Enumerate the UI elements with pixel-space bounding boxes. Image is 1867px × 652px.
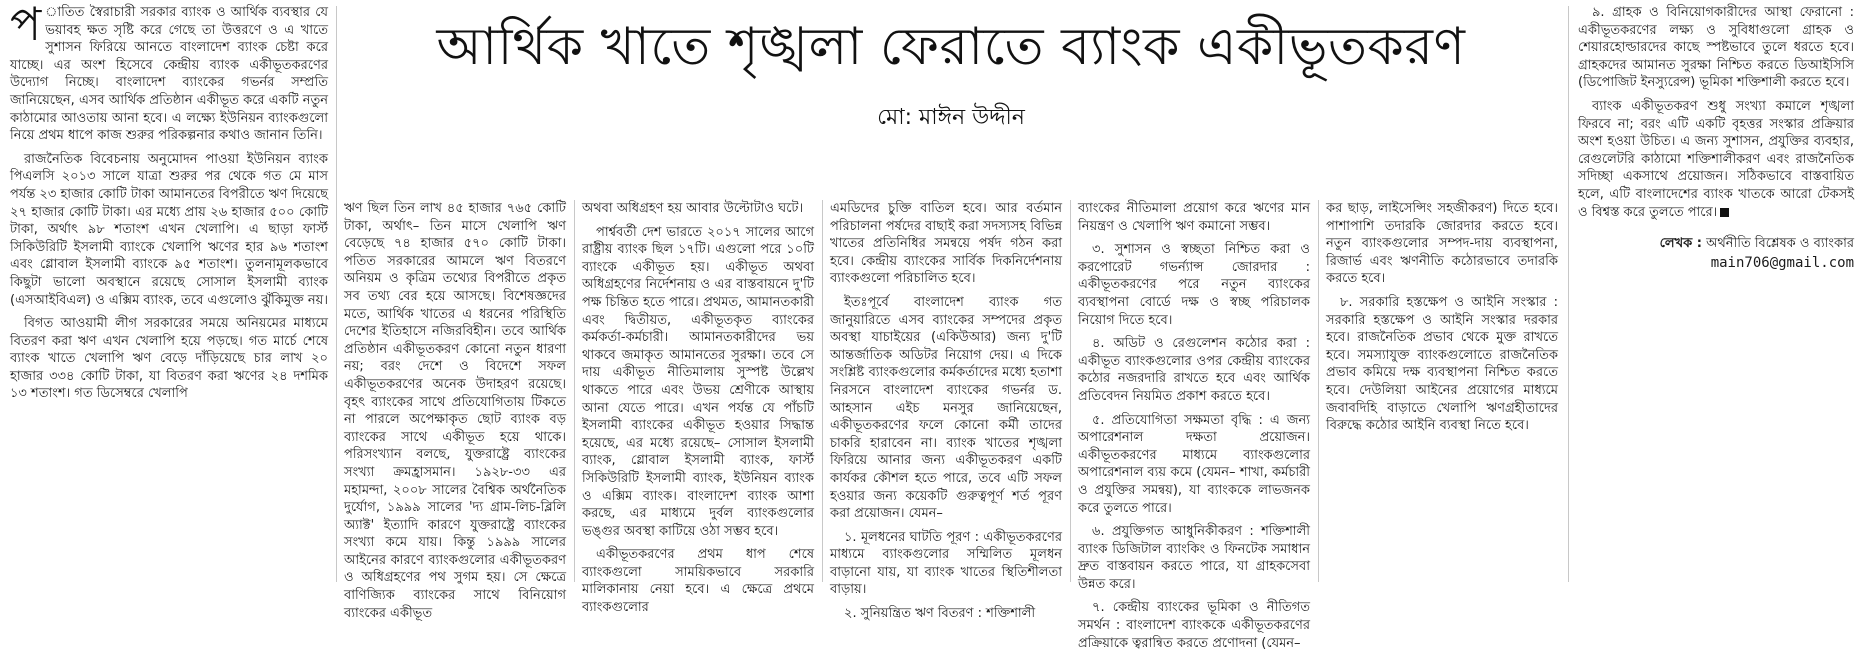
paragraph: ৪. অডিট ও রেগুলেশন কঠোর করা : একীভূত ব্যাংকগুলোর ওপর কেন্দ্রীয় ব্যাংকের কঠোর নজরদারি রাখতে হবে এবং আর্থিক প্রতিবেদন নিয়মিত প্রকাশ করতে হবে। [1078, 336, 1310, 404]
paragraph: ৯. গ্রাহক ও বিনিয়োগকারীদের আস্থা ফেরানো : একীভূতকরণের লক্ষ্য ও সুবিধাগুলো গ্রাহক ও শেয়ারহোল্ডারদের কাছে স্পষ্টভাবে তুলে ধরতে হবে। গ্রাহকদের আমানত সুরক্ষা নিশ্চিত করতে ডিআইসিসি (ডিপোজিট ইনস্যুরেন্স) ভূমিকা শক্তিশালী করতে হবে। [1578, 5, 1854, 91]
article-column-5 [1078, 200, 1310, 651]
paragraph: ৬. প্রযুক্তিগত আধুনিকীকরণ : শক্তিশালী ব্যাংক ডিজিটাল ব্যাংকিং ও ফিনটেক সমাধান দ্রুত বাস্তবায়ন করতে পারে, যা গ্রাহকসেবা উন্নত করে। [1078, 524, 1310, 592]
author-note [1578, 235, 1854, 253]
article-column-4 [830, 200, 1062, 622]
paragraph: এমডিদের চুক্তি বাতিল হবে। আর বর্তমান পরিচালনা পর্ষদের বাছাই করা সদস্যসহ বিভিন্ন খাতের প্রতিনিধির সমন্বয়ে পর্ষদ গঠন করা হবে। কেন্দ্রীয় ব্যাংকের সার্বিক দিকনির্দেশনায় ব্যাংকগুলো পরিচালিত হবে। [830, 201, 1062, 287]
article-column-1 [10, 0, 328, 584]
article-byline: মো: মাঈন উদ্দীন [877, 105, 1025, 130]
paragraph: কর ছাড়, লাইসেন্সিং সহজীকরণ) দিতে হবে। পাশাপাশি তদারকি জোরদার করতে হবে। নতুন ব্যাংকগুলোর সম্পদ-দায় ব্যবস্থাপনা, রিজার্ভ এবং ঋণনীতি কঠোরভাবে তদারকি করতে হবে। [1326, 201, 1558, 287]
drop-cap: প [10, 0, 42, 51]
paragraph: ১. মূলধনের ঘাটতি পূরণ : একীভূতকরণের মাধ্যমে ব্যাংকগুলোর সম্মিলিত মূলধন বাড়ানো যায়, যা ব্যাংক খাতের স্থিতিশীলতা বাড়ায়। [830, 529, 1062, 598]
paragraph: ২. সুনিয়ন্ত্রিত ঋণ বিতরণ : শক্তিশালী [844, 606, 1036, 622]
column-divider [1070, 200, 1071, 582]
paragraph: ৮. সরকারি হস্তক্ষেপ ও আইনি সংস্কার : সরকারি হস্তক্ষেপ ও আইনি সংস্কার দরকার হবে। রাজনৈতিক প্রভাব থেকে মুক্ত রাখতে হবে। সমস্যাযুক্ত ব্যাংকগুলোতে রাজনৈতিক প্রভাব কমিয়ে দক্ষ ব্যবস্থাপনা নিশ্চিত করতে হবে। দেউলিয়া আইনের প্রয়োগের মাধ্যমে জবাবদিহি বাড়াতে খেলাপি ঋণগ্রহীতাদের বিরুদ্ধে কঠোর আইনি ব্যবস্থা নিতে হবে। [1326, 294, 1558, 434]
article-column-2 [344, 200, 566, 621]
paragraph: পার্শ্ববর্তী দেশ ভারতে ২০১৭ সালের আগে রাষ্ট্রীয় ব্যাংক ছিল ১৭টি। এগুলো পরে ১০টি ব্যাংকে একীভূত হয়। একীভূত অথবা অধিগ্রহণের নির্দেশনায় ও এর বাস্তবায়নে দু'টি পক্ষ চিন্তিত হতে পারে। প্রথমত, আমানতকারী এবং দ্বিতীয়ত, একীভূতকৃত ব্যাংকের কর্মকর্তা-কর্মচারী। আমানতকারীদের ভয় থাকবে জমাকৃত আমানতের সুরক্ষা। তবে সে দায় একীভূত নীতিমালায় সুস্পষ্ট উল্লেখ থাকতে পারে এবং উভয় শ্রেণীকে আস্থায় আনা যেতে পারে। এখন পর্যন্ত যে পাঁচটি ইসলামী ব্যাংকের একীভূত হওয়ার সিদ্ধান্ত হয়েছে, এর মধ্যে রয়েছে– সোসাল ইসলামী ব্যাংক, গ্লোবাল ইসলামী ব্যাংক, ফার্স্ট সিকিউরিটি ইসলামী ব্যাংক, ইউনিয়ন ব্যাংক ও এক্সিম ব্যাংক। বাংলাদেশ ব্যাংক আশা করছে, এর মাধ্যমে দুর্বল ব্যাংকগুলোর ভঙ্গুর অবস্থা কাটিয়ে ওঠা সম্ভব হবে। [582, 224, 814, 539]
column-divider [574, 200, 575, 582]
paragraph: একীভূতকরণের প্রথম ধাপ শেষে ব্যাংকগুলো সাময়িকভাবে সরকারি মালিকানায় নেয়া হবে। এ ক্ষেত্রে প্রথমে ব্যাংকগুলোর [582, 547, 814, 616]
column-divider [336, 6, 337, 582]
article-column-6 [1326, 200, 1558, 584]
article-column-3 [582, 200, 814, 616]
end-mark-icon [1720, 208, 1729, 217]
author-email[interactable]: main706@gmail.com [1710, 255, 1854, 272]
paragraph: বিগত আওয়ামী লীগ সরকারের সময়ে অনিয়মের মাধ্যমে বিতরণ করা ঋণ এখন খেলাপি হয়ে পড়ছে। গত মার্চে শেষে ব্যাংক খাতে খেলাপি ঋণ বেড়ে দাঁড়িয়েছে চার লাখ ২০ হাজার ৩৩৪ কোটি টাকা, যা বিতরণ করা ঋণের ২৪ দশমিক ১৩ শতাংশ। গত ডিসেম্বরে খেলাপি [10, 316, 328, 402]
paragraph: ঋণ ছিল তিন লাখ ৪৫ হাজার ৭৬৫ কোটি টাকা, অর্থাৎ– তিন মাসে খেলাপি ঋণ বেড়েছে ৭৪ হাজার ৫৭০ কোটি টাকা। পতিত সরকারের আমলে ঋণ বিতরণে অনিয়ম ও কৃত্রিম তথ্যের বিপরীতে প্রকৃত সব তথ্য বের হয়ে আসছে। বিশেষজ্ঞদের মতে, আর্থিক খাতের এ ধরনের পরিস্থিতি দেশের ইতিহাসে নজিরবিহীন। তবে আর্থিক প্রতিষ্ঠান একীভূতকরণ কোনো নতুন ধারণা নয়; বরং দেশে ও বিদেশে সফল একীভূতকরণের অনেক উদাহরণ রয়েছে। বৃহৎ ব্যাংকের সাথে প্রতিযোগিতায় টিকতে না পারলে অপেক্ষাকৃত ছোট ব্যাংক বড় ব্যাংকের সাথে একীভূত হয়ে থাকে। পরিসংখ্যান বলছে, যুক্তরাষ্ট্রে ব্যাংকের সংখ্যা ক্রমহ্রাসমান। ১৯২৮-৩৩ এর মহামন্দা, ২০০৮ সালের বৈশ্বিক অর্থনৈতিক দুর্যোগ, ১৯৯৯ সালের 'দ্য গ্রাম-লিচ-ব্লিলি অ্যাক্ট' ইত্যাদি কারণে যুক্তরাষ্ট্রে ব্যাংকের সংখ্যা কমে যায়। কিন্তু ১৯৯৯ সালের আইনের কারণে ব্যাংকগুলোর একীভূতকরণ ও অধিগ্রহণের পথ সুগম হয়। সে ক্ষেত্রে বাণিজ্যিক ব্যাংকের সাথে বিনিয়োগ ব্যাংকের একীভূত [344, 201, 566, 621]
author-description: অর্থনীতি বিশ্লেষক ও ব্যাংকার [1706, 236, 1854, 252]
paragraph: প াতিত স্বৈরাচারী সরকার ব্যাংক ও আর্থিক ব্যবস্থার যে ভয়াবহ ক্ষত সৃষ্টি করে গেছে তা উত্তরণে ও এ খাতে সুশাসন ফিরিয়ে আনতে বাংলাদেশ ব্যাংক চেষ্টা করে যাচ্ছে। এর অংশ হিসেবে কেন্দ্রীয় ব্যাংক একীভূতকরণের উদ্যোগ নিচ্ছে। বাংলাদেশ ব্যাংকের গভর্নর সম্প্রতি জানিয়েছেন, এসব আর্থিক প্রতিষ্ঠান একীভূত করে একটি নতুন কাঠামোর আওতায় আনা হবে। এ লক্ষ্যে ইউনিয়ন ব্যাংকগুলো নিয়ে প্রথম ধাপে কাজ শুরুর পরিকল্পনার কথাও জানান তিনি। [10, 0, 328, 144]
article-column-7 [1578, 4, 1854, 584]
paragraph: ইতঃপূর্বে বাংলাদেশ ব্যাংক গত জানুয়ারিতে এসব ব্যাংকের সম্পদের প্রকৃত অবস্থা যাচাইয়ের (একিউআর) জন্য দু'টি আন্তর্জাতিক অডিটর নিয়োগ দেয়। এ দিকে সংশ্লিষ্ট ব্যাংকগুলোর কর্মকর্তাদের মধ্যে হতাশা নিরসনে বাংলাদেশ ব্যাংকের গভর্নর ড. আহসান এইচ মনসুর জানিয়েছেন, একীভূতকরণের ফলে কোনো কর্মী তাদের চাকরি হারাবেন না। ব্যাংক খাতের শৃঙ্খলা ফিরিয়ে আনার জন্য একীভূতকরণ একটি কার্যকর কৌশল হতে পারে, তবে এটি সফল হওয়ার জন্য কয়েকটি গুরুত্বপূর্ণ শর্ত পূরণ করা প্রয়োজন। যেমন– [830, 294, 1062, 522]
column-divider [1318, 200, 1319, 582]
paragraph: ৫. প্রতিযোগিতা সক্ষমতা বৃদ্ধি : এ জন্য অপারেশনাল দক্ষতা প্রয়োজন। একীভূতকরণের মাধ্যমে ব্যাংকগুলোর অপারেশনাল ব্যয় কমে (যেমন– শাখা, কর্মচারী ও প্রযুক্তির সমন্বয়), যা ব্যাংককে লাভজনক করে তুলতে পারে। [1078, 412, 1310, 516]
column-divider [822, 200, 823, 582]
paragraph: ৭. কেন্দ্রীয় ব্যাংকের ভূমিকা ও নীতিগত সমর্থন : বাংলাদেশ ব্যাংককে একীভূতকরণের প্রক্রিয়াকে ত্বরান্বিত করতে প্রণোদনা (যেমন– [1078, 600, 1310, 651]
paragraph: রাজনৈতিক বিবেচনায় অনুমোদন পাওয়া ইউনিয়ন ব্যাংক পিএলসি ২০১৩ সালে যাত্রা শুরুর পর থেকে গত মে মাস পর্যন্ত ২৩ হাজার কোটি টাকা আমানতের বিপরীতে ঋণ দিয়েছে ২৭ হাজার কোটি টাকা। এর মধ্যে প্রায় ২৬ হাজার ৫০০ কোটি টাকা, অর্থাৎ ৯৮ শতাংশ এখন খেলাপি। এ ছাড়া ফার্স্ট সিকিউরিটি ইসলামী ব্যাংকে খেলাপি ঋণের হার ৯৬ শতাংশ এবং গ্লোবাল ইসলামী ব্যাংকে ৯৫ শতাংশ। তুলনামূলকভাবে কিছুটা ভালো অবস্থানে রয়েছে সোসাল ইসলামী ব্যাংক (এসআইবিএল) ও এক্সিম ব্যাংক, তবে এগুলোও ঝুঁকিমুক্ত নয়। [10, 151, 328, 308]
paragraph: অথবা অধিগ্রহণ হয় আবার উল্টোটাও ঘটে। [582, 201, 804, 216]
author-label: লেখক : [1659, 236, 1702, 252]
paragraph: ব্যাংকের নীতিমালা প্রয়োগ করে ঋণের মান নিয়ন্ত্রণ ও খেলাপি ঋণ কমানো সম্ভব। [1078, 201, 1310, 234]
column-divider [1568, 6, 1569, 582]
paragraph: ব্যাংক একীভূতকরণ শুধু সংখ্যা কমালে শৃঙ্খলা ফিরবে না; বরং এটি একটি বৃহত্তর সংস্কার প্রক্রিয়ার অংশ হওয়া উচিত। এ জন্য সুশাসন, প্রযুক্তির ব্যবহার, রেগুলেটরি কাঠামো শক্তিশালীকরণ এবং রাজনৈতিক সদিচ্ছা একসাথে প্রয়োজন। সঠিকভাবে বাস্তবায়িত হলে, এটি বাংলাদেশের ব্যাংক খাতকে আরো টেকসই ও বিশ্বস্ত করে তুলতে পারে। [1578, 98, 1854, 220]
paragraph: ৩. সুশাসন ও স্বচ্ছতা নিশ্চিত করা ও করপোরেট গভর্ন্যান্স জোরদার : একীভূতকরণের পরে নতুন ব্যাংকের ব্যবস্থাপনা বোর্ডে দক্ষ ও স্বচ্ছ পরিচালক নিয়োগ দিতে হবে। [1078, 242, 1310, 328]
article-headline: আর্থিক খাতে শৃঙ্খলা ফেরাতে ব্যাংক একীভূতকরণ [436, 17, 1466, 77]
